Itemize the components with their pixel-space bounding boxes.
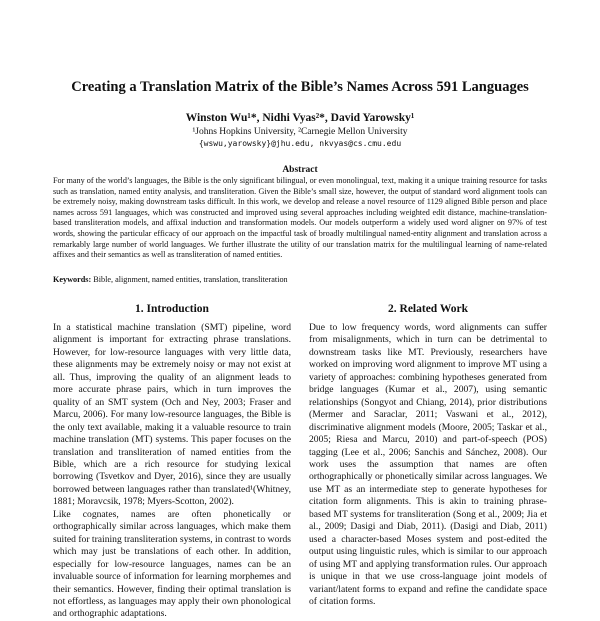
keywords-text: Bible, alignment, named entities, translation, transliteration	[93, 275, 288, 284]
section-heading-related-work: 2. Related Work	[388, 303, 468, 315]
section-heading-introduction: 1. Introduction	[135, 303, 209, 315]
author-emails: {wswu,yarowsky}@jhu.edu, nkvyas@cs.cmu.edu	[198, 139, 402, 148]
affiliations: ¹Johns Hopkins University, ²Carnegie Mellon University	[192, 127, 408, 137]
paper-title: Creating a Translation Matrix of the Bible’s Names Across 591 Languages	[71, 79, 529, 95]
abstract-heading: Abstract	[282, 165, 318, 175]
abstract-text: For many of the world’s languages, the Bible is the only significant bilingual, or even monolingual, text, making it a unique training resource for tasks such as translation, named entity analysis, and transliteration. Given the Bible’s small size, however, the output of standard word alignment tools can be extremely noisy, making downstream tasks difficult. In this work, we develop and release a novel resource of 1129 aligned Bible person and place names across 591 languages, which was constructed and improved using several approaches including weighted edit distance, machine-translation-based transliteration models, and affixal induction and transformation models. Our models outperform a widely used word aligner on 97% of test words, showing the particular efficacy of our approach on the impactful task of broadly multilingual named-entity alignment and translation across a remarkably large number of world languages. We further illustrate the utility of our translation matrix for the multilingual learning of name-related affixes and their semantics as well as transliteration of named entities.	[53, 176, 547, 260]
keywords-label: Keywords:	[53, 275, 92, 284]
related-work-paragraph-1: Due to low frequency words, word alignments can suffer from misalignments, which in turn can be detrimental to downstream tasks like MT. Previously, researchers have worked on improving word alignment to improve MT using a variety of approaches: combining hypotheses generated from bridge languages (Kumar et al., 2007), using semantic relationships (Songyot and Chiang, 2014), prior distributions (Mermer and Saraclar, 2011; Vaswani et al., 2012), discriminative alignment models (Moore, 2005; Taskar et al., 2005; Riesa and Marcu, 2010) and part-of-speech (POS) tagging (Lee et al., 2006; Sanchis and Sánchez, 2008). Our work uses the assumption that names are often orthographically or phonetically similar across languages. We use MT as an intermediate step to generate hypotheses for citation form alignments. This is akin to training phrase-based MT systems for transliteration (Song et al., 2009; Jia et al., 2009; Dasigi and Diab, 2011). (Dasigi and Diab, 2011) used a character-based Moses system and post-edited the output using linguistic rules, which is similar to our approach of using MT and applying transformation rules. Our approach is unique in that we use cross-language joint models of variant/latent forms to expand and refine the candidate space of citation forms.	[309, 322, 547, 607]
left-column	[53, 322, 291, 620]
introduction-paragraph-1: In a statistical machine translation (SMT) pipeline, word alignment is important for extracting phrase translations. However, for low-resource languages with very little data, these alignments may be extremely noisy or may not exist at all. Thus, improving the quality of an alignment leads to more accurate phrase pairs, which in turn improves the quality of an SMT system (Och and Ney, 2003; Fraser and Marcu, 2006). For many low-resource languages, the Bible is the only text available, making it a valuable resource to train machine translation (MT) systems. This paper focuses on the translation and transliteration of named entities from the Bible, which are a rich resource for studying lexical borrowing (Tsvetkov and Dyer, 2016), since they are usually borrowed between languages rather than translated¹(Whitney, 1881; Moravcsik, 1978; Myers-Scotton, 2002).	[53, 322, 291, 508]
keywords-line	[53, 274, 547, 285]
right-column	[309, 322, 547, 607]
author-list: Winston Wu¹*, Nidhi Vyas²*, David Yarowsky¹	[185, 112, 415, 124]
introduction-paragraph-2: Like cognates, names are often phonetically or orthographically similar across languages, which make them suited for training transliteration systems, in contrast to words which may just be translations of each other. In addition, especially for low-resource languages, names can be an invaluable source of information for learning morphemes and their semantics. However, finding their optimal translation is not effortless, as languages may apply their own phonological and orthographic adaptations.	[53, 508, 291, 620]
